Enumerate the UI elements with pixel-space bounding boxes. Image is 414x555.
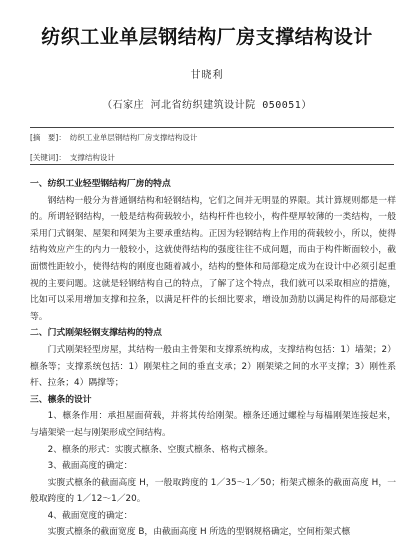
- keywords-line: [30, 152, 115, 163]
- keywords-text: 支撑结构设计: [69, 153, 115, 162]
- page-title: 纺织工业单层钢结构厂房支撑结构设计: [41, 26, 373, 48]
- paragraph: 1、檩条作用：承担屋面荷载，并将其传给刚架。檩条还通过螺栓与每榀刚架连接起来，与墙架梁一起与刚架形成空间结构。: [30, 411, 396, 438]
- abstract-label: [摘 要]：: [30, 133, 66, 142]
- paragraph: 门式刚架轻型房屋，其结构一般由主骨架和支撑系统构成，支撑结构包括：1）墙架；2）檩条等；支撑系统包括：1）刚架柱之间的垂直支承；2）刚架梁之间的水平支撑；3）刚性系杆、拉条；4）隅撑等；: [30, 344, 396, 389]
- section-heading: 三、檩条的设计: [30, 394, 92, 405]
- bottom-divider: [30, 164, 394, 165]
- keywords-label: [关键词]：: [30, 153, 66, 162]
- paragraph: 2、檩条的形式：实腹式檩条、空腹式檩条、格构式檩条。: [47, 444, 274, 455]
- abstract-text: 纺织工业单层钢结构厂房支撑结构设计: [69, 133, 198, 142]
- author-name: 甘晓利: [190, 70, 224, 81]
- abstract-line: [30, 132, 197, 143]
- top-divider: [30, 127, 394, 128]
- paragraph: 4、截面宽度的确定：: [47, 510, 133, 521]
- paragraph: 3、截面高度的确定：: [47, 461, 133, 472]
- section-heading: 一、纺织工业轻型钢结构厂房的特点: [30, 179, 171, 189]
- section-heading: 二、门式刚架轻钢支撑结构的特点: [30, 328, 162, 339]
- paragraph: 实腹式檩条的截面高度 H，一般取跨度的 1／35～1／50；桁架式檩条的截面高度 H，一般取跨度的 1／12～1／20。: [30, 477, 396, 505]
- paragraph: 实腹式檩条的截面宽度 B，由截面高度 H 所选的型钢规格确定，空间桁架式檩: [47, 527, 351, 538]
- article-body: [30, 176, 396, 541]
- paragraph: 钢结构一般分为普通钢结构和轻钢结构，它们之间并无明显的界限。其计算规则都是一样的。所谓轻钢结构，一般是结构荷载较小，结构杆件也较小，构件壁厚较薄的一类结构，一般采用门式钢架、屋架和网架为主要承重结构。正因为轻钢结构上作用的荷载较小，所以，使得结构效应产生的内力一般较小，这就使得结构的强度往往不成问题，而由于构件断面较小，截面惯性距较小，使得结构的刚度也随着减小，结构的整体和局部稳定成为在设计中必须引起重视的主要问题。这就是轻钢结构自己的特点，了解了这个特点，我们就可以采取相应的措施，比如可以采用增加支撑和拉条，以满足杆件的长细比要求，增设加劲肋以满足构件的局部稳定等。: [30, 195, 396, 322]
- author-affiliation: （石家庄 河北省纺织建筑设计院 050051）: [102, 100, 312, 111]
